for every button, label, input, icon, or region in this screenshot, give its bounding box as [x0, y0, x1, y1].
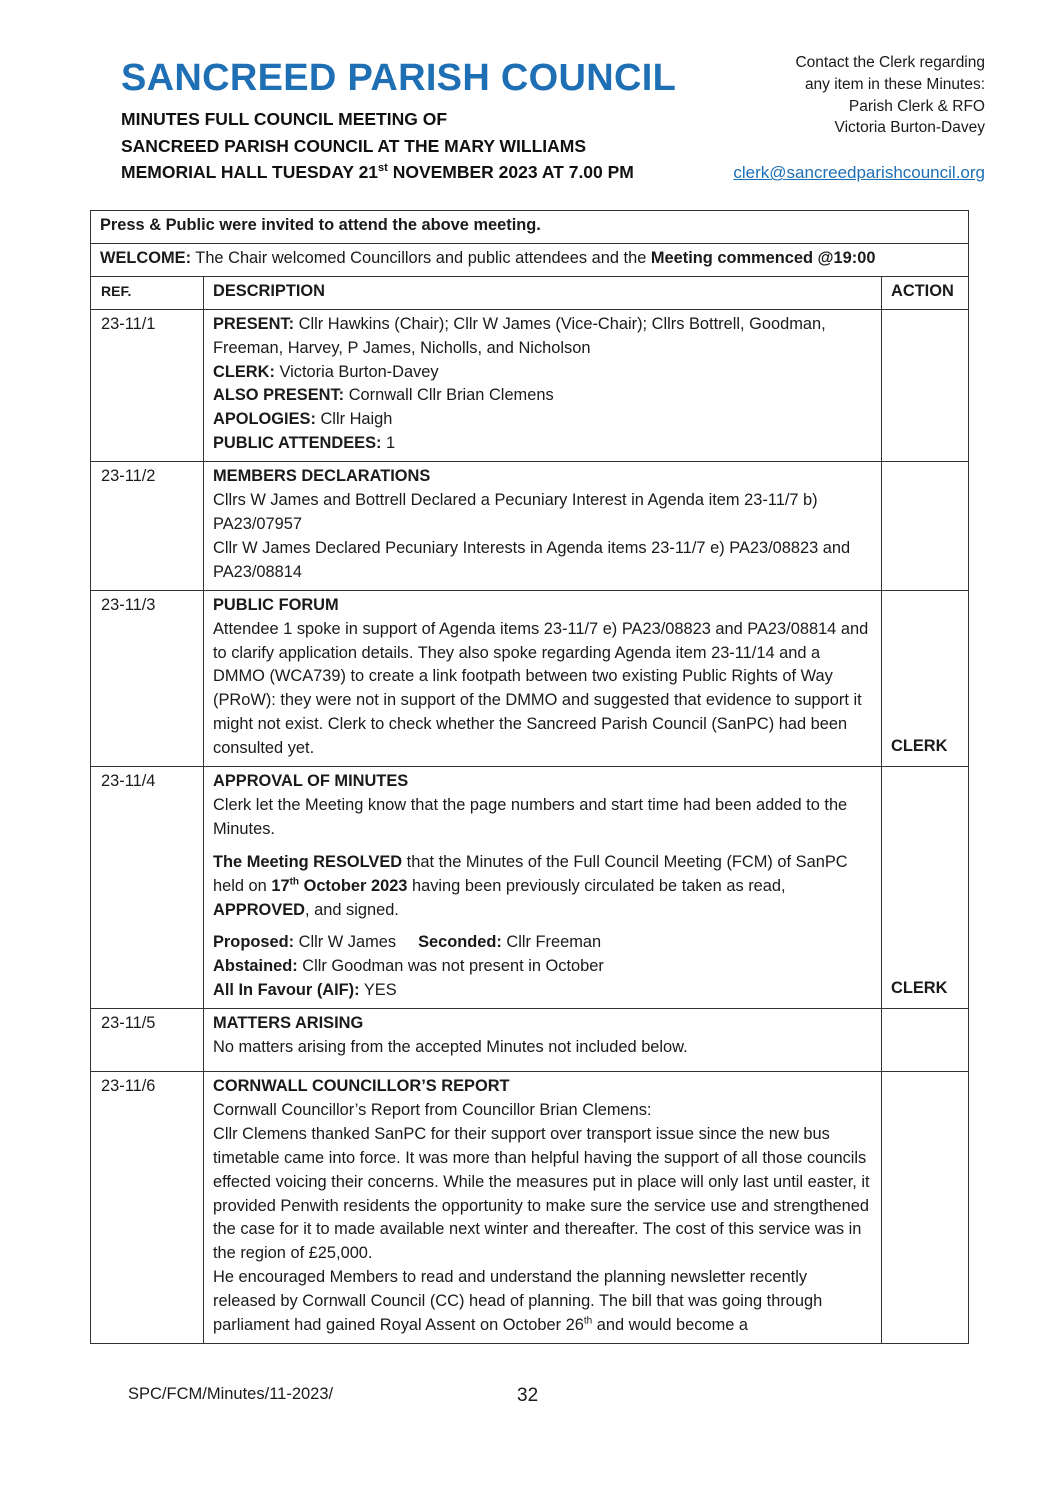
contact-block: [795, 52, 985, 139]
clerk-label: CLERK:: [213, 362, 275, 381]
row-description: [204, 462, 882, 591]
row-heading: MATTERS ARISING: [213, 1014, 364, 1033]
planning-text: He encouraged Members to read and understand the planning newsletter recently released by Cornwall Council (CC) head of planning. The bill that was going through parliament had gained Royal Assent on October 26: [213, 1268, 823, 1335]
resolution-bold: The Meeting RESOLVED: [213, 852, 403, 871]
subtitle-date-sup: st: [378, 162, 388, 175]
minutes-table: [90, 210, 969, 1344]
planning-date-sup: th: [583, 1315, 593, 1327]
also-present-line: [213, 384, 873, 408]
row-heading: MEMBERS DECLARATIONS: [213, 467, 431, 486]
col-ref-header: REF.: [91, 276, 204, 309]
contact-line: Victoria Burton-Davey: [834, 119, 985, 137]
clerk-line: [213, 361, 873, 385]
abstained-label: Abstained:: [213, 957, 298, 976]
col-action-header: ACTION: [882, 276, 969, 309]
planning-text-end: and would become a: [592, 1316, 749, 1335]
also-present-text: Cornwall Cllr Brian Clemens: [344, 386, 554, 405]
row-action: [882, 309, 969, 461]
aif-line: [213, 979, 873, 1003]
table-header-row: [91, 276, 969, 309]
resolution-date-sup: th: [289, 876, 300, 888]
action-owner: CLERK: [891, 979, 948, 998]
subtitle-date-b: NOVEMBER 2023 AT 7.00 PM: [387, 162, 634, 182]
meeting-subtitle: [121, 106, 634, 186]
vote-line: [213, 931, 873, 955]
row-paragraph: No matters arising from the accepted Minutes not included below.: [213, 1038, 688, 1057]
table-row: [91, 767, 969, 1009]
row-ref: 23-11/2: [91, 462, 204, 591]
row-paragraph: Cllr Clemens thanked SanPC for their support over transport issue since the new bus timetable came into force. It was more than helpful having the support of all those councils effected voicing their concerns. While the measures put in place will only last until easter, it provided Penwith residents the opportunity to make sure the service use and strengthened the case for it to made available next winter and thereafter. The cost of this service was in the region of £25,000.: [213, 1124, 870, 1263]
subtitle-line: [121, 159, 634, 186]
aif-text: YES: [359, 981, 397, 1000]
row-paragraph: Cllr W James Declared Pecuniary Interests in Agenda items 23-11/7 e) PA23/08823 and PA23/08814: [213, 538, 851, 581]
subtitle-line: SANCREED PARISH COUNCIL AT THE MARY WILLIAMS: [121, 135, 587, 156]
proposed-label: Proposed:: [213, 933, 295, 952]
row-description: [204, 1072, 882, 1344]
welcome-text: The Chair welcomed Councillors and public attendees and the: [191, 248, 651, 267]
row-action: [882, 1009, 969, 1072]
table-row: [91, 1009, 969, 1072]
council-title: SANCREED PARISH COUNCIL: [121, 57, 677, 99]
press-row: [91, 211, 969, 244]
resolution-date-rest: October 2023: [299, 876, 408, 895]
present-text: Cllr Hawkins (Chair); Cllr W James (Vice-Chair); Cllrs Bottrell, Goodman, Freeman, Harvey, P James, Nicholls, and Nicholson: [213, 314, 826, 357]
press-notice: Press & Public were invited to attend the above meeting.: [91, 211, 969, 244]
row-action: [882, 767, 969, 1009]
row-paragraph: Attendee 1 spoke in support of Agenda items 23-11/7 e) PA23/08823 and PA23/08814 and to clarify application details. They also spoke regarding Agenda item 23-11/14 and a DMMO (WCA739) to create a link footpath between two existing Public Rights of Way (PRoW): they were not in support of the DMMO and suggested that evidence to support it might not exist. Clerk to check whether the Sancreed Parish Council (SanPC) had been consulted yet.: [213, 619, 869, 758]
contact-line: Parish Clerk & RFO: [848, 97, 985, 115]
resolution-text: having been previously circulated be taken as read,: [407, 876, 786, 895]
row-paragraph: Clerk let the Meeting know that the page numbers and start time had been added to the Minutes.: [213, 795, 848, 838]
row-action: [882, 590, 969, 766]
row-description: [204, 1009, 882, 1072]
resolution-date-day: 17: [271, 876, 290, 895]
row-ref: 23-11/3: [91, 590, 204, 766]
proposed-text: Cllr W James: [294, 933, 397, 952]
table-row: [91, 309, 969, 461]
apologies-label: APOLOGIES:: [213, 410, 316, 429]
contact-line: any item in these Minutes:: [804, 75, 985, 93]
row-paragraph: Cllrs W James and Bottrell Declared a Pecuniary Interest in Agenda item 23-11/7 b) PA23/07957: [213, 491, 818, 533]
row-description: [204, 767, 882, 1009]
document-reference: SPC/FCM/Minutes/11-2023/: [128, 1385, 334, 1403]
resolution-date: [271, 877, 407, 895]
seconded-text: Cllr Freeman: [501, 933, 602, 952]
row-ref: 23-11/6: [91, 1072, 204, 1344]
present-line: [213, 313, 873, 361]
apologies-line: [213, 408, 873, 432]
row-ref: 23-11/5: [91, 1009, 204, 1072]
subtitle-line: MINUTES FULL COUNCIL MEETING OF: [121, 109, 448, 129]
abstained-text: Cllr Goodman was not present in October: [297, 957, 604, 976]
welcome-cell: [91, 243, 969, 276]
resolution-paragraph: [213, 851, 873, 923]
apologies-text: Cllr Haigh: [315, 410, 393, 429]
resolution-text: that the Minutes of the Full Council Meeting (FCM) of SanPC held on: [213, 852, 848, 895]
public-attendees-label: PUBLIC ATTENDEES:: [213, 434, 382, 453]
table-row: [91, 1072, 969, 1344]
meeting-commenced: Meeting commenced @19:00: [650, 248, 876, 267]
row-heading: PUBLIC FORUM: [213, 595, 339, 614]
welcome-label: WELCOME:: [100, 248, 192, 267]
row-action: [882, 462, 969, 591]
page-number: 32: [517, 1385, 539, 1406]
row-action: [882, 1072, 969, 1344]
table-row: [91, 590, 969, 766]
clerk-text: Victoria Burton-Davey: [274, 362, 439, 381]
also-present-label: ALSO PRESENT:: [213, 386, 345, 405]
action-owner: CLERK: [891, 737, 948, 756]
col-description-header: DESCRIPTION: [204, 276, 882, 309]
abstained-line: [213, 955, 873, 979]
aif-label: All In Favour (AIF):: [213, 981, 360, 1000]
present-label: PRESENT:: [213, 314, 295, 333]
table-row: [91, 462, 969, 591]
welcome-row: [91, 243, 969, 276]
clerk-email-link[interactable]: clerk@sancreedparishcouncil.org: [733, 163, 985, 182]
subtitle-date-a: MEMORIAL HALL TUESDAY 21: [121, 162, 379, 182]
row-heading: APPROVAL OF MINUTES: [213, 772, 409, 791]
row-ref: 23-11/4: [91, 767, 204, 1009]
row-ref: 23-11/1: [91, 309, 204, 461]
row-paragraph: Cornwall Councillor’s Report from Councillor Brian Clemens:: [213, 1100, 652, 1119]
row-description: [204, 309, 882, 461]
contact-line: Contact the Clerk regarding: [795, 54, 985, 71]
row-heading: CORNWALL COUNCILLOR’S REPORT: [213, 1077, 510, 1095]
row-description: [204, 590, 882, 766]
public-attendees-text: 1: [381, 434, 396, 453]
row-paragraph: [213, 1266, 873, 1338]
resolution-approved: APPROVED: [213, 900, 305, 919]
seconded-label: Seconded:: [418, 933, 502, 952]
public-attendees-line: [213, 432, 873, 456]
resolution-text: , and signed.: [305, 900, 399, 919]
